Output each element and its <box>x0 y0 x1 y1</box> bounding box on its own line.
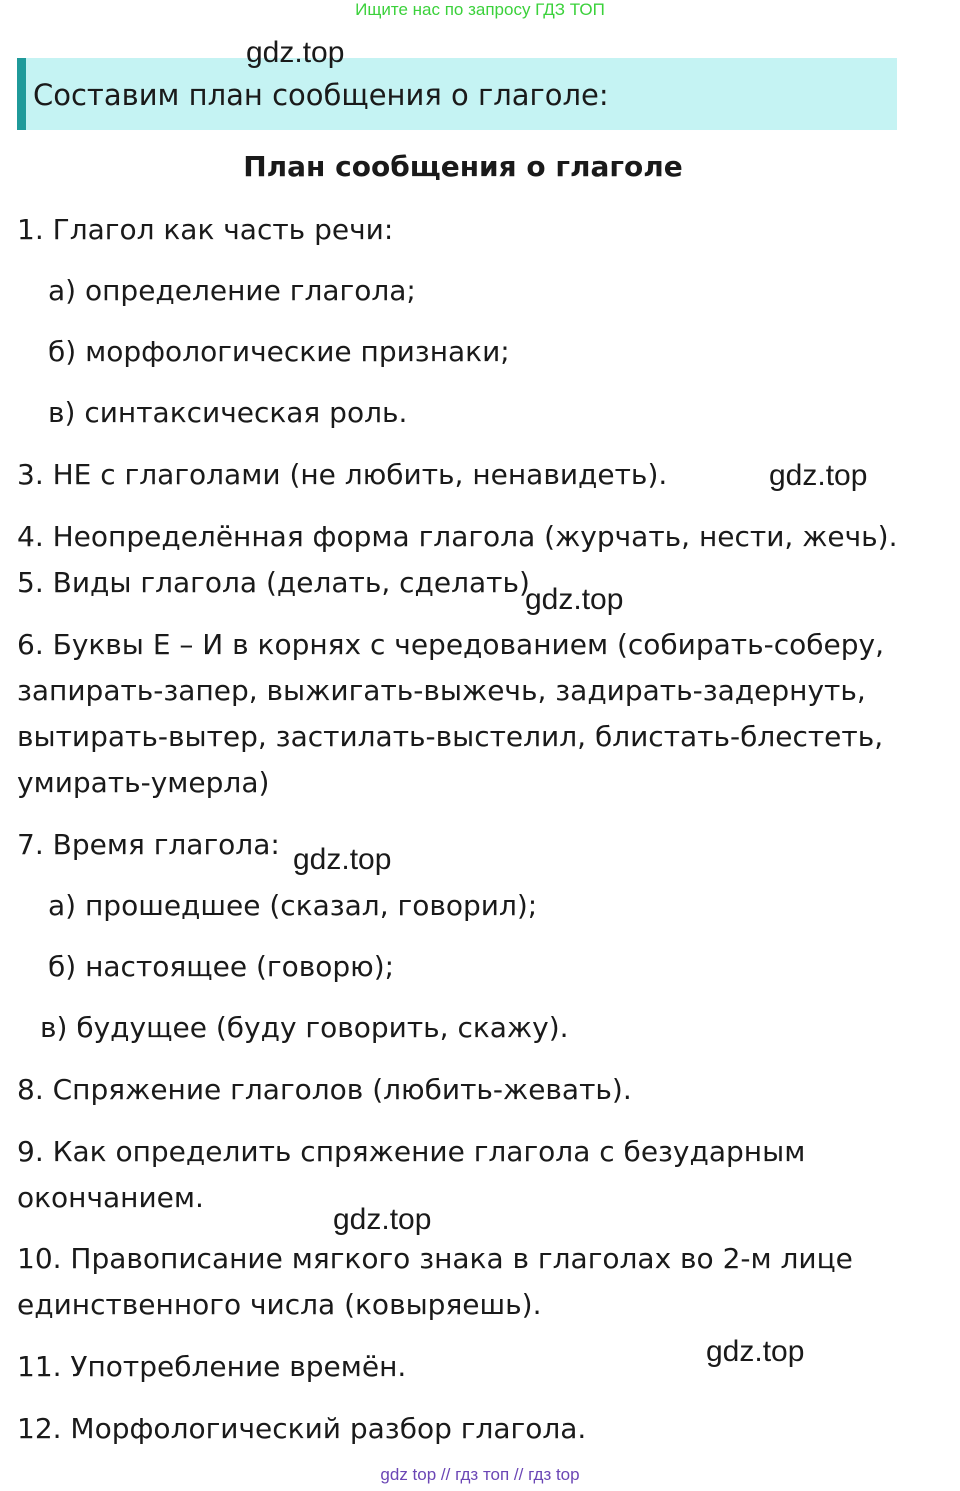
plan-item-1: 1. Глагол как часть речи: <box>17 213 394 246</box>
footer-links: gdz top // гдз топ // гдз top <box>380 1465 580 1484</box>
plan-item-7a: а) прошедшее (сказал, говорил); <box>48 889 538 922</box>
watermark: gdz.top <box>706 1335 805 1368</box>
watermark: gdz.top <box>769 459 868 492</box>
plan-item-1a: а) определение глагола; <box>48 274 416 307</box>
plan-item-9-line-1: 9. Как определить спряжение глагола с безударным <box>17 1135 806 1168</box>
plan-item-10-line-2: единственного числа (ковыряешь). <box>17 1288 542 1321</box>
plan-item-6-line-3: вытирать-вытер, застилать-выстелил, блистать-блестеть, <box>17 720 884 753</box>
plan-item-10-line-1: 10. Правописание мягкого знака в глаголах во 2-м лице <box>17 1242 853 1275</box>
plan-item-11: 11. Употребление времён. <box>17 1350 407 1383</box>
plan-item-1c: в) синтаксическая роль. <box>48 396 408 429</box>
plan-item-1b: б) морфологические признаки; <box>48 335 510 368</box>
plan-item-6-line-1: 6. Буквы Е – И в корнях с чередованием (собирать-соберу, <box>17 628 884 661</box>
plan-item-4: 4. Неопределённая форма глагола (журчать, нести, жечь). <box>17 520 898 553</box>
plan-item-6-line-4: умирать-умерла) <box>17 766 270 799</box>
plan-heading: План сообщения о глаголе <box>243 150 683 183</box>
plan-item-7c: в) будущее (буду говорить, скажу). <box>40 1011 569 1044</box>
watermark: gdz.top <box>293 843 392 876</box>
watermark: gdz.top <box>333 1203 432 1236</box>
plan-item-12: 12. Морфологический разбор глагола. <box>17 1412 587 1445</box>
watermark: gdz.top <box>525 583 624 616</box>
plan-item-3: 3. НЕ с глаголами (не любить, ненавидеть). <box>17 458 668 491</box>
watermark: gdz.top <box>246 36 345 69</box>
task-text: Составим план сообщения о глаголе: <box>33 78 609 112</box>
plan-item-7b: б) настоящее (говорю); <box>48 950 395 983</box>
plan-item-8: 8. Спряжение глаголов (любить-жевать). <box>17 1073 632 1106</box>
plan-item-9-line-2: окончанием. <box>17 1181 204 1214</box>
top-banner: Ищите нас по запросу ГДЗ ТОП <box>355 0 605 19</box>
plan-item-5: 5. Виды глагола (делать, сделать) <box>17 566 530 599</box>
plan-item-7: 7. Время глагола: <box>17 828 280 861</box>
plan-item-6-line-2: запирать-запер, выжигать-выжечь, задирать-задернуть, <box>17 674 866 707</box>
